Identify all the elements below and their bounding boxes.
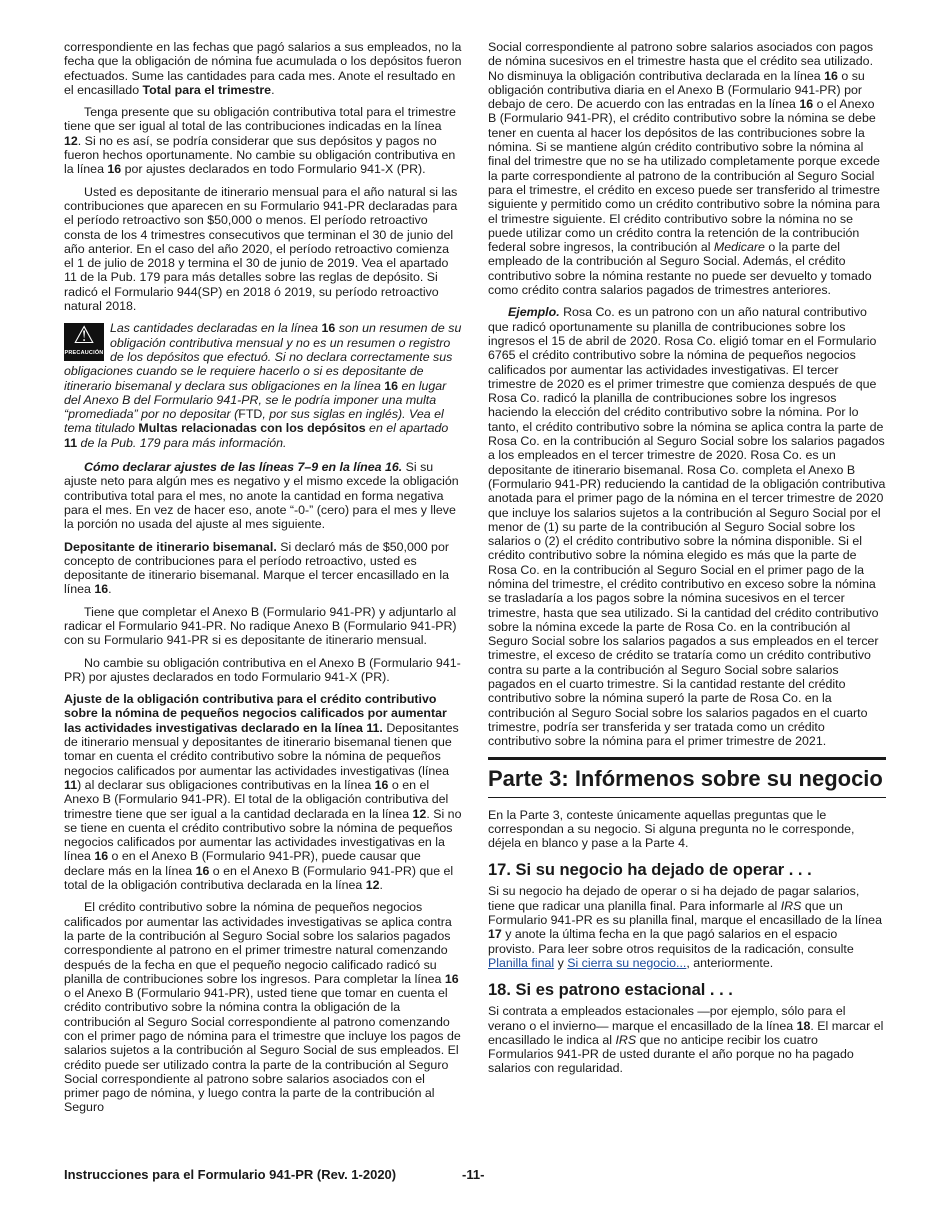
section-18-heading: 18. Si es patrono estacional . . . bbox=[488, 981, 733, 1000]
text: Si contrata a empleados estacionales —por ejemplo, sólo para el verano o el invierno— marque el encasillado de la línea bbox=[488, 1004, 846, 1033]
text: . Si no es así, se podría considerar que sus depósitos y pagos no fueron hechos oportunamente. No cambie su obligación contributiva en la línea bbox=[64, 133, 456, 177]
bold-text: 16 bbox=[384, 378, 399, 393]
text: . bbox=[108, 582, 112, 597]
bold-text: 11 bbox=[64, 435, 78, 450]
left-column bbox=[64, 40, 462, 1123]
bold-text: Multas relacionadas con los depósitos bbox=[138, 421, 366, 436]
paragraph-no-change: No cambie su obligación contributiva en el Anexo B (Formulario 941-PR) por ajustes declarados en todo Formulario 941-X (PR). bbox=[64, 655, 461, 684]
italic-text: Medicare bbox=[713, 240, 765, 255]
text: y bbox=[554, 955, 568, 970]
text: . bbox=[379, 878, 383, 893]
paragraph-semiweekly-depositor bbox=[64, 540, 462, 597]
paragraph-monthly-totals bbox=[64, 40, 462, 97]
text: . Si no se tiene en cuenta el crédito contributivo sobre la nómina de pequeños negocios calificados por aumentar las actividades investigativas en la línea bbox=[64, 806, 462, 864]
bold-text: 16 bbox=[799, 97, 814, 112]
text: Si su negocio ha dejado de operar o si ha dejado de pagar salarios, tiene que radicar una planilla final. Para informarle al bbox=[488, 884, 860, 913]
page-footer bbox=[64, 1168, 886, 1188]
footer-form-title: Instrucciones para el Formulario 941-PR (Rev. 1-2020) bbox=[64, 1167, 397, 1182]
text: Si su ajuste neto para algún mes es negativo y el mismo excede la obligación contributiva total para el mes, no anote la cantidad en forma negativa para el mes. En vez de hacer eso, anote “-0-” (cero) para el mes y lleve la porción no usada del ajuste al mes siguiente. bbox=[64, 460, 459, 532]
paragraph-example bbox=[488, 305, 886, 748]
run-in-heading: Ejemplo. bbox=[508, 305, 560, 320]
text: o el Anexo B (Formulario 941-PR), usted tiene que tomar en cuenta el crédito contributivo sobre la nómina contra la obligación de la contribución al Seguro Social correspondiente al patrono comenzando con el primer pago de nómina para el trimestre que incluye los pagos de salarios sujetos a la contribución al Seguro Social de sus empleados. El crédito puede ser utilizado contra la parte de la contribución al Seguro Social correspondiente al patrono sobre salarios asociados con el primer pago de nómina, y luego contra la parte de la contribución al Seguro bbox=[64, 986, 461, 1115]
paragraph-section-17 bbox=[488, 884, 886, 970]
text: El crédito contributivo sobre la nómina de pequeños negocios calificados por aumentar las actividades investigativas se aplica contra la parte de la contribución al Seguro Social sobre los salarios pagados correspondiente al patrono en el primer trimestre natural comenzando después de la fecha en que el pequeño negocio calificado radicó su planilla de contribuciones sobre los ingresos. Para completar la línea bbox=[64, 900, 452, 986]
bold-text: 16 bbox=[94, 849, 109, 864]
run-in-heading: Cómo declarar ajustes de las líneas 7–9 en la línea 16. bbox=[84, 460, 403, 475]
bold-text: Total para el trimestre bbox=[142, 82, 272, 97]
bold-text: 16 bbox=[444, 971, 459, 986]
italic-text: IRS bbox=[780, 898, 802, 913]
text: Rosa Co. es un patrono con un año natural contributivo que radicó oportunamente su planilla de contribuciones sobre los ingresos el 15 de abril de 2020. Rosa Co. eligió tomar en el Formulario 6765 el crédito contributivo sobre la nómina de pequeños negocios calificados por aumentar las actividades investigativas. El tercer trimestre de 2020 es el primer trimestre que comienza después de que Rosa Co. radicó la planilla de contribuciones sobre los ingresos haciendo la elección del crédito contributivo sobre la nómina. Por lo tanto, el crédito contributivo sobre la nómina se aplica contra la parte de Rosa Co. en la contribución al Seguro Social sobre los salarios pagados a los empleados en el tercer trimestre de 2020. Rosa Co. es un depositante de itinerario bisemanal. Rosa Co. completa el Anexo B (Formulario 941-PR) reduciendo la cantidad de la obligación contributiva anotada para el primer pago de la nómina en el tercer trimestre de 2020 que incluye los salarios sujetos a la contribución al Seguro Social por el menor de (1) su parte de la contribución al Seguro Social sobre los salarios o (2) el crédito contributivo sobre la nómina disponible. Si el crédito contributivo sobre la nómina elegido es más que la parte de Rosa Co. en la contribución al Seguro Social en el primer pago de la nómina del trimestre, el crédito contributivo en exceso sobre la nómina se trasladaría a los pagos sobre la nómina sucesivos en el tercer trimestre, hasta que sea utilizado. Si la cantidad del crédito contributivo sobre la nómina excede la parte de Rosa Co. en la contribución al Seguro Social sobre los salarios pagados a sus empleados en el tercer trimestre, el exceso de crédito se trataría como un crédito contributivo contra su parte a la contribución al Seguro Social sobre salarios pagados en el cuarto trimestre. Si la cantidad restante del crédito contributivo sobre la nómina superó la parte de Rosa Co. en la contribución al Seguro Social sobre los salarios pagados en el cuarto trimestre, podría ser transferida y ser tratada como un crédito contributivo sobre la nómina para el primer trimestre de 2021. bbox=[488, 305, 886, 749]
bold-text: 12 bbox=[412, 806, 427, 821]
text: que no anticipe recibir los cuatro Formularios 941-PR de usted durante el año porque no ha pagado salarios con regularidad. bbox=[488, 1032, 854, 1076]
paragraph-part-3-intro: En la Parte 3, conteste únicamente aquellas preguntas que le correspondan a su negocio. Si alguna pregunta no le corresponde, déjela en blanco y pase a la Parte 4. bbox=[488, 807, 855, 851]
right-column bbox=[488, 40, 886, 1084]
text: en lugar del Anexo B del Formulario 941-PR, se le podría imponer una multa “promediada” por no depositar ( bbox=[64, 378, 447, 422]
text: de la Pub. 179 para más información. bbox=[77, 435, 287, 450]
bold-text: 11 bbox=[64, 777, 78, 792]
document-page bbox=[64, 40, 886, 1190]
text: por ajustes declarados en todo Formulario 941-X (PR). bbox=[121, 162, 426, 177]
paragraph-research-credit bbox=[64, 692, 462, 892]
text: FTD bbox=[238, 407, 263, 422]
text: y anote la última fecha en la que pagó salarios en el espacio provisto. Para leer sobre otros requisitos de la radicación, consulte bbox=[488, 927, 854, 956]
text: en el apartado bbox=[365, 421, 449, 436]
text: o su obligación contributiva diaria en el Anexo B (Formulario 941-PR) por debajo de cero. De acuerdo con las entradas en la línea bbox=[488, 68, 865, 112]
text: , por sus siglas en inglés). Vea el tema titulado bbox=[64, 407, 444, 436]
bold-text: 17 bbox=[488, 927, 502, 942]
caution-icon: ⚠ PRECAUCIÓN bbox=[64, 323, 104, 361]
bold-text: 16 bbox=[374, 777, 389, 792]
text: Depositantes de itinerario mensual y depositantes de itinerario bisemanal tienen que tomar en cuenta el crédito contributivo sobre la nómina de pequeños negocios calificados por aumentar las actividades investigativas (línea bbox=[64, 720, 459, 778]
section-17-heading: 17. Si su negocio ha dejado de operar . . . bbox=[488, 861, 812, 880]
link-planilla-final[interactable]: Planilla final bbox=[488, 955, 555, 970]
bold-text: 16 bbox=[195, 863, 210, 878]
text: Si declaró más de $50,000 por concepto de contribuciones para el período retroactivo, usted es depositante de itinerario bisemanal. Marque el tercer encasillado en la línea bbox=[64, 539, 450, 597]
paragraph-monthly-depositor: Usted es depositante de itinerario mensual para el año natural si las contribuciones que aparecen en su Formulario 941-PR declaradas para el período retroactivo son $50,000 o menos. El período retroactivo consta de los 4 trimestres consecutivos que terminan el 30 de junio del año anterior. En el caso del año 2020, el período retroactivo comienza el 1 de julio de 2018 y termina el 30 de junio de 2019. Vea el apartado 11 de la Pub. 179 para más detalles sobre las reglas de depósito. Si radicó el Formulario 944(SP) en 2018 ó 2019, su período retroactivo natural 2018. bbox=[64, 184, 458, 314]
caution-note bbox=[64, 321, 462, 450]
paragraph-schedule-b: Tiene que completar el Anexo B (Formulario 941-PR) y adjuntarlo al radicar el Formulario 941-PR. No radique Anexo B (Formulario 941-PR) con su Formulario 941-PR si es depositante de itinerario mensual. bbox=[64, 604, 457, 648]
text: , anteriormente. bbox=[686, 955, 774, 970]
text: o en el Anexo B (Formulario 941-PR) que el total de la obligación contributiva declarada en la línea bbox=[64, 863, 454, 893]
text: . El marcar el encasillado le indica al bbox=[488, 1018, 884, 1047]
text: son un resumen de su obligación contributiva mensual y no es un resumen o registro de los depósitos que efectuó. Si no declara correctamente sus obligaciones cuando se le requiere hacerlo o si es depositante de itinerario bisemanal y declara sus obligaciones en la línea bbox=[64, 321, 462, 393]
bold-text: 12 bbox=[365, 878, 380, 893]
bold-text: 18 bbox=[796, 1018, 811, 1033]
paragraph-section-18 bbox=[488, 1004, 886, 1075]
text: Tenga presente que su obligación contributiva total para el trimestre tiene que ser igual al total de las contribuciones indicadas en la línea bbox=[64, 105, 456, 134]
text: Social correspondiente al patrono sobre salarios asociados con pagos de nómina sucesivos en el trimestre hasta que el crédito sea utilizado. No disminuya la obligación contributiva declarada en la línea bbox=[488, 40, 874, 83]
bold-text: 16 bbox=[94, 582, 109, 597]
run-in-heading: Depositante de itinerario bisemanal. bbox=[64, 539, 277, 554]
text: correspondiente en las fechas que pagó salarios a sus empleados, no la fecha que la obligación de nómina fue acumulada o los depósitos fueron efectuados. Sume las cantidades para cada mes. Anote el resultado en el encasillado bbox=[64, 40, 462, 97]
run-in-heading: Ajuste de la obligación contributiva para el crédito contributivo sobre la nómina de pequeños negocios calificados por aumentar las actividades investigativas declarado en la línea 11. bbox=[64, 692, 447, 735]
bold-text: 16 bbox=[321, 321, 336, 336]
italic-text: IRS bbox=[615, 1032, 637, 1047]
text: . bbox=[271, 82, 275, 97]
text: ) al declarar sus obligaciones contributivas en la línea bbox=[77, 777, 375, 792]
text: o en el Anexo B (Formulario 941-PR). El total de la obligación contributiva del trimestre tiene que ser igual a la cantidad declarada en la línea bbox=[64, 777, 449, 821]
page-number: -11- bbox=[462, 1167, 485, 1182]
text: o la parte del empleado de la contribución al Seguro Social. Además, el crédito contributivo sobre la nómina restante no puede ser devuelto y tomado como crédito contra salarios pagados de trimestres anteriores. bbox=[488, 240, 872, 298]
caution-label: PRECAUCIÓN bbox=[64, 350, 104, 357]
paragraph-credit-application bbox=[64, 900, 462, 1114]
text: que un Formulario 941-PR es su planilla final, marque el encasillado de la línea bbox=[488, 898, 882, 928]
text: Las cantidades declaradas en la línea bbox=[110, 321, 322, 336]
text: o en el Anexo B (Formulario 941-PR), puede causar que declare más en la línea bbox=[64, 849, 421, 878]
bold-text: 16 bbox=[107, 162, 122, 177]
bold-text: 12 bbox=[64, 133, 78, 148]
part-3-heading: Parte 3: Infórmenos sobre su negocio bbox=[488, 757, 886, 798]
paragraph-credit-continued bbox=[488, 40, 886, 297]
bold-text: 16 bbox=[824, 68, 838, 83]
paragraph-adjustments bbox=[64, 460, 462, 531]
link-si-cierra-su-negocio[interactable]: Si cierra su negocio... bbox=[567, 955, 687, 970]
paragraph-total-liability bbox=[64, 105, 462, 176]
text: o el Anexo B (Formulario 941-PR), el crédito contributivo sobre la nómina se debe tener en cuenta al hacer los depósitos de las contribuciones sobre la nómina. Si se mantiene algún crédito contributivo sobre la nómina al final del trimestre que no se ha utilizado completamente porque excede la parte correspondiente al patrono de la contribución al Seguro Social para el trimestre, el crédito en exceso puede ser transferido al trimestre siguiente y permitido como un crédito contributivo sobre la nómina para el trimestre siguiente. El crédito contributivo sobre la nómina no se puede utilizar como un crédito contra la retención de la contribución federal sobre ingresos, la contribución al bbox=[488, 97, 880, 255]
